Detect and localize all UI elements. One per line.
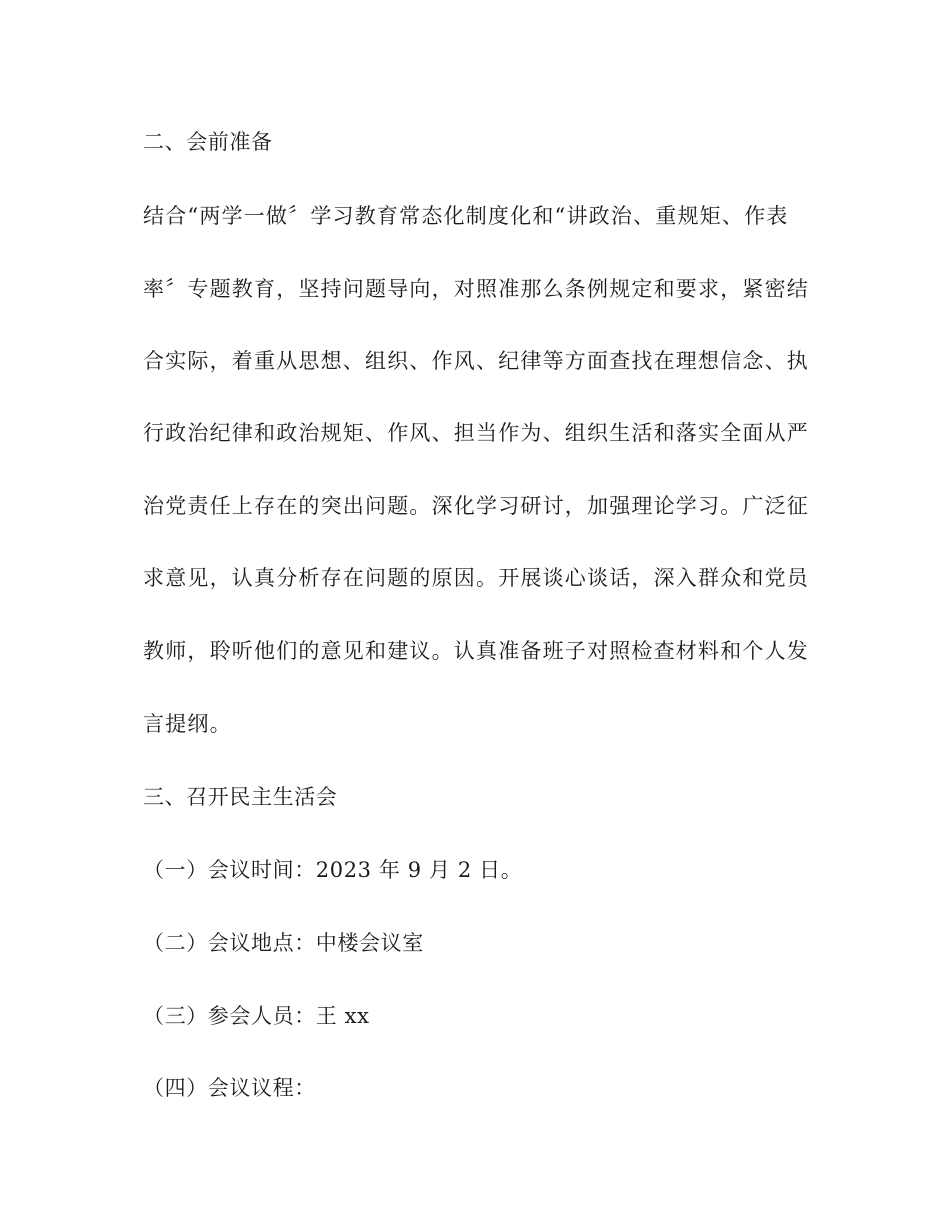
meeting-attendees-item: （三）参会人员：王 xx (143, 1004, 370, 1028)
paragraph-line: 合实际，着重从思想、组织、作风、纪律等方面查找在理想信念、执 (143, 349, 809, 373)
paragraph-line: 治党责任上存在的突出问题。深化学习研讨，加强理论学习。广泛征 (143, 494, 809, 518)
meeting-location-item: （二）会议地点：中楼会议室 (143, 931, 424, 955)
paragraph-line: 言提纲。 (143, 712, 232, 736)
paragraph-line: 结合“两学一做〞学习教育常态化制度化和“讲政治、重规矩、作表 (143, 204, 789, 228)
paragraph-line: 行政治纪律和政治规矩、作风、担当作为、组织生活和落实全面从严 (143, 421, 809, 445)
meeting-time-item: （一）会议时间：2023 年 9 月 2 日。 (143, 858, 523, 882)
paragraph-line: 率〞专题教育，坚持问题导向，对照准那么条例规定和要求，紧密结 (143, 277, 809, 301)
meeting-agenda-item: （四）会议议程： (143, 1076, 316, 1100)
section-heading-meeting-preparation: 二、会前准备 (143, 130, 273, 154)
section-heading-democratic-meeting: 三、召开民主生活会 (143, 785, 338, 809)
paragraph-line: 求意见，认真分析存在问题的原因。开展谈心谈话，深入群众和党员 (143, 566, 809, 590)
paragraph-line: 教师，聆听他们的意见和建议。认真准备班子对照检查材料和个人发 (143, 639, 809, 663)
